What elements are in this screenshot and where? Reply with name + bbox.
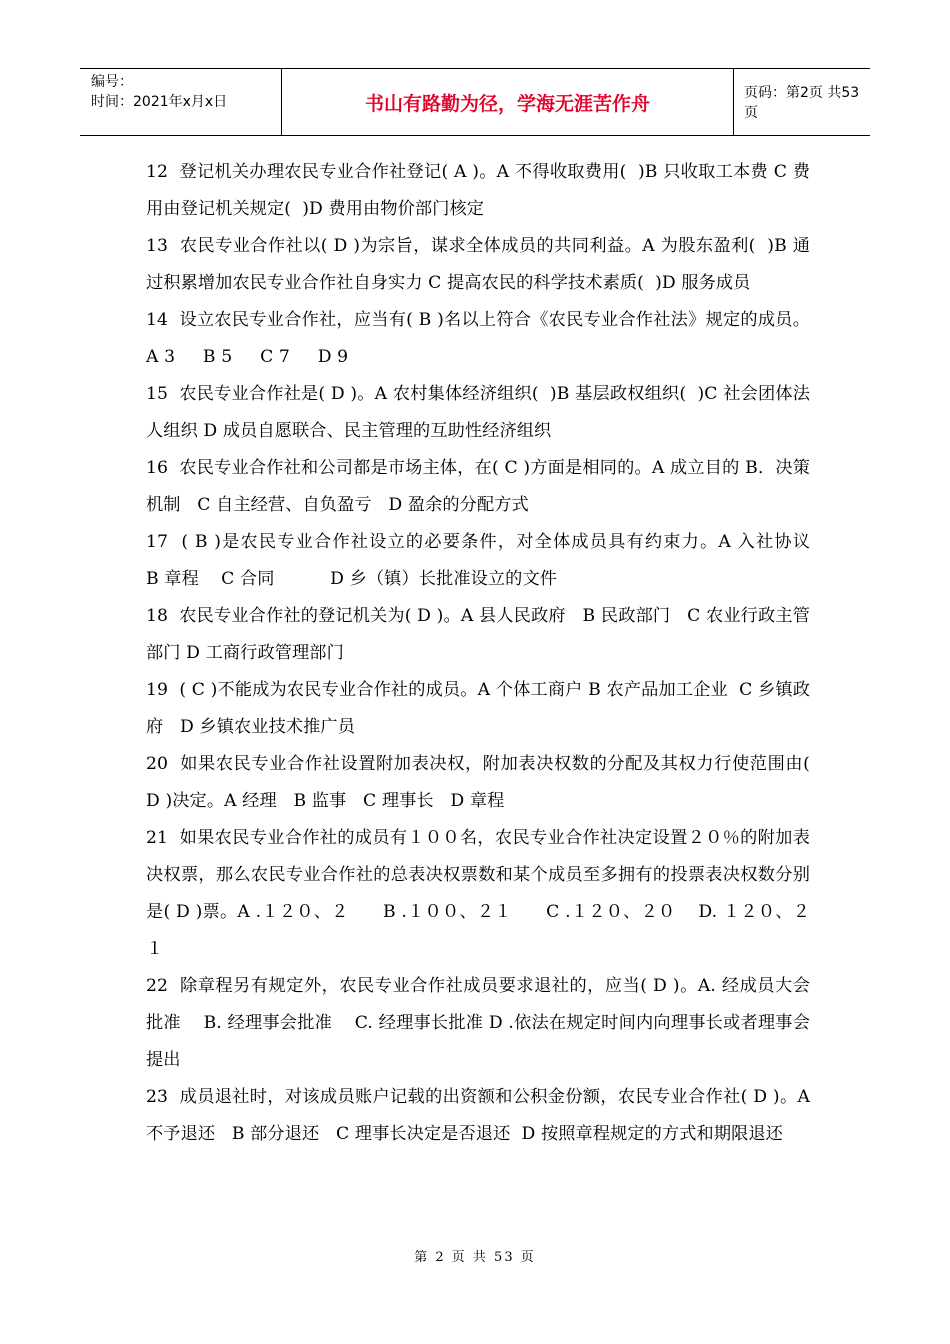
question-17 [146, 524, 844, 598]
question-13 [146, 228, 810, 302]
header-motto: 书山有路勤为径，学海无涯苦作舟 [364, 92, 650, 115]
question-text: 13 农民专业合作社以( D )为宗旨，谋求全体成员的共同利益。A 为股东盈利( )B 通过积累增加农民专业合作社自身实力 C 提高农民的科学技术素质( )D 服务成员 [146, 236, 810, 293]
question-text: 20 如果农民专业合作社设置附加表决权，附加表决权数的分配及其权力行使范围由( D )决定。A 经理 B 监事 C 理事长 D 章程 [146, 754, 816, 811]
header-motto-cell [282, 69, 734, 135]
question-text: 15 农民专业合作社是( D )。A 农村集体经济组织( )B 基层政权组织( )C 社会团体法人组织 D 成员自愿联合、民主管理的互助性经济组织 [146, 384, 810, 441]
header-meta [80, 69, 282, 135]
question-12 [146, 154, 810, 228]
page-footer [0, 1246, 950, 1265]
footer-page-number: 第 2 页 共 53 页 [414, 1250, 536, 1265]
question-text: 12 登记机关办理农民专业合作社登记( A )。A 不得收取费用( )B 只收取工本费 C 费用由登记机关规定( )D 费用由物价部门核定 [146, 162, 810, 219]
question-18 [146, 598, 810, 672]
question-text: 14 设立农民专业合作社，应当有( B )名以上符合《农民专业合作社法》规定的成员。A 3 B 5 C 7 D 9 [146, 310, 810, 367]
page-header [80, 68, 870, 136]
question-20 [146, 746, 816, 820]
question-15 [146, 376, 810, 450]
question-text: 23 成员退社时，对该成员账户记载的出资额和公积金份额，农民专业合作社( D )。A 不予退还 B 部分退还 C 理事长决定是否退还 D 按照章程规定的方式和期限退还 [146, 1087, 816, 1144]
question-16 [146, 450, 810, 524]
document-number-label: 编号： [91, 74, 133, 90]
document-time-label: 时间：2021年x月x日 [91, 94, 228, 110]
question-14 [146, 302, 810, 376]
question-text: 17 ( B )是农民专业合作社设立的必要条件，对全体成员具有约束力。A 入社协议 B 章程 C 合同 D 乡（镇）长批准设立的文件 [146, 532, 844, 589]
header-page-number: 页码：第2页 共53页 [744, 85, 860, 121]
question-text: 16 农民专业合作社和公司都是市场主体，在( C )方面是相同的。A 成立目的 B．决策机制 C 自主经营、自负盈亏 D 盈余的分配方式 [146, 458, 810, 515]
question-19 [146, 672, 810, 746]
question-text: 18 农民专业合作社的登记机关为( D )。A 县人民政府 B 民政部门 C 农业行政主管部门 D 工商行政管理部门 [146, 606, 810, 663]
header-page-info [734, 69, 870, 135]
question-list [146, 154, 844, 1153]
question-21 [146, 820, 810, 968]
question-22 [146, 968, 810, 1079]
question-text: 19 ( C )不能成为农民专业合作社的成员。A 个体工商户 B 农产品加工企业 C 乡镇政府 D 乡镇农业技术推广员 [146, 680, 810, 737]
question-23 [146, 1079, 816, 1153]
question-text: 21 如果农民专业合作社的成员有１００名，农民专业合作社决定设置２０％的附加表决权票，那么农民专业合作社的总表决权票数和某个成员至多拥有的投票表决权数分别是( D )票。A .１２０、２ B .１００、２１ C .１２０、２０ D. １２０、２１ [146, 828, 810, 959]
question-text: 22 除章程另有规定外，农民专业合作社成员要求退社的，应当( D )。A. 经成员大会批准 B. 经理事会批准 C. 经理事长批准 D .依法在规定时间内向理事长或者理事会提出 [146, 976, 810, 1070]
